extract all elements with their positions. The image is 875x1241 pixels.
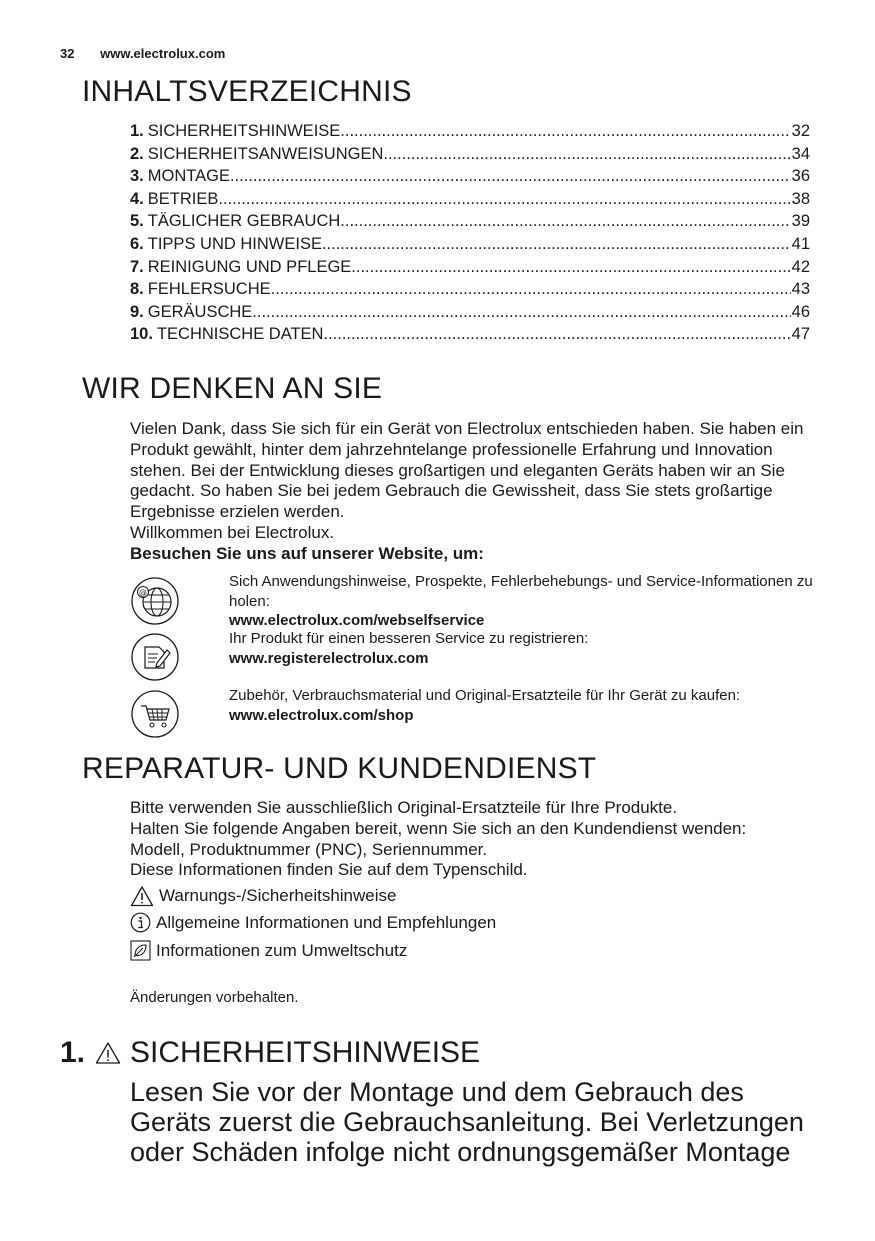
section-title: SICHERHEITSHINWEISE [130,1036,481,1069]
toc-entry[interactable] [130,122,810,145]
toc-number: 5. [130,212,144,231]
toc-number: 7. [130,257,144,276]
toc-entry[interactable] [130,325,810,348]
warning-icon [95,1041,121,1065]
section-number: 1. [60,1036,86,1069]
safety-intro: Lesen Sie vor der Montage und dem Gebrauch des Geräts zuerst die Gebrauchsanleitung. Bei Verletzungen oder Schäden infolge nicht ordnungsgemäßer Montage [130,1077,804,1167]
toc-entry[interactable] [130,190,810,213]
leaf-icon [130,940,151,961]
toc-leader [252,303,790,322]
toc-number: 9. [130,302,144,321]
toc-page: 42 [791,257,810,276]
web-item-text [229,686,819,725]
info-icon [130,912,151,933]
toc-leader [230,167,791,186]
thinking-title: WIR DENKEN AN SIE [82,372,383,405]
welcome-text: Willkommen bei Electrolux. [130,522,335,542]
page-number: 32 [60,46,75,61]
toc-label: TIPPS UND HINWEISE [147,234,322,253]
toc-label: TÄGLICHER GEBRAUCH [147,212,341,231]
toc-leader [340,212,790,231]
toc-number: 8. [130,280,144,299]
toc-label: MONTAGE [147,167,230,186]
thinking-text: Vielen Dank, dass Sie sich für ein Gerät von Electrolux entschieden haben. Sie haben ein Produkt gewählt, hinter dem jahrzehntelange professionelle Erfahrung und Innovation stehen. Bei der Entwicklung dieses großartigen und eleganten Geräts haben wir an Sie gedacht. So haben Sie bei jedem Gebrauch die Gewissheit, dass Sie stets großartige Ergebnisse erzielen werden. [130,419,804,522]
cart-icon [130,689,180,739]
symbol-label: Informationen zum Umweltschutz [156,940,408,960]
toc-number: 2. [130,144,144,163]
toc-number: 3. [130,167,144,186]
toc-entry[interactable] [130,235,810,258]
service-line: Diese Informationen finden Sie auf dem Typenschild. [130,860,528,880]
toc-page: 47 [791,325,810,344]
web-item-text [229,629,819,668]
register-icon [130,632,180,682]
toc-entry[interactable] [130,167,810,190]
toc-title: INHALTSVERZEICHNIS [82,75,412,108]
web-item-url[interactable]: www.electrolux.com/shop [229,706,414,724]
symbol-legend-environment [130,940,407,961]
symbol-legend-info [130,912,496,933]
change-note: Änderungen vorbehalten. [130,989,299,1006]
toc-number: 4. [130,189,144,208]
toc-label: TECHNISCHE DATEN [156,325,324,344]
toc-leader [271,280,791,299]
symbol-label: Allgemeine Informationen und Empfehlungen [156,912,497,932]
globe-icon [130,576,180,626]
web-item-description: Ihr Produkt für einen besseren Service zu registrieren: [229,630,589,647]
toc-page: 34 [791,144,810,163]
toc-leader [351,258,790,277]
toc-page: 32 [791,122,810,140]
website-link[interactable]: www.electrolux.com [100,46,226,61]
toc-page: 43 [791,280,810,299]
symbol-label: Warnungs-/Sicherheitshinweise [159,886,397,905]
web-item-text [229,572,819,631]
toc-page: 46 [791,302,810,321]
toc-number: 1. [130,122,144,140]
toc-entry[interactable] [130,280,810,303]
toc-leader [383,145,790,164]
toc-entry[interactable] [130,145,810,168]
thinking-body [130,419,820,565]
toc-page: 36 [791,167,810,186]
toc-leader [218,190,790,209]
toc-entry[interactable] [130,212,810,235]
service-title: REPARATUR- UND KUNDENDIENST [82,752,597,785]
web-item-url[interactable]: www.electrolux.com/webselfservice [229,612,485,629]
toc-label: BETRIEB [147,189,219,208]
page-header [60,46,225,61]
toc-page: 39 [791,212,810,231]
table-of-contents [130,122,810,348]
visit-heading: Besuchen Sie uns auf unserer Website, um: [130,543,484,563]
toc-label: SICHERHEITSHINWEISE [147,122,341,140]
web-item-description: Sich Anwendungshinweise, Prospekte, Fehlerbehebungs- und Service-Informationen zu holen: [229,573,813,610]
service-line: Bitte verwenden Sie ausschließlich Original-Ersatzteile für Ihre Produkte. [130,798,678,817]
warning-icon [130,885,154,907]
toc-leader [323,325,790,344]
toc-leader [340,122,790,141]
toc-number: 6. [130,234,144,253]
web-item-url[interactable]: www.registerelectrolux.com [229,649,429,667]
svg-text:@: @ [139,588,147,597]
toc-leader [322,235,791,254]
toc-number: 10. [130,325,153,344]
toc-page: 38 [791,189,810,208]
toc-label: REINIGUNG UND PFLEGE [147,257,352,276]
toc-entry[interactable] [130,303,810,326]
toc-entry[interactable] [130,258,810,281]
toc-label: SICHERHEITSANWEISUNGEN [147,144,384,163]
toc-label: GERÄUSCHE [147,302,253,321]
safety-heading [60,1036,480,1070]
symbol-legend-warning [130,885,396,907]
service-line: Halten Sie folgende Angaben bereit, wenn Sie sich an den Kundendienst wenden: Modell, Produktnummer (PNC), Seriennummer. [130,818,747,859]
service-body [130,798,770,881]
toc-page: 41 [791,234,810,253]
toc-label: FEHLERSUCHE [147,280,271,299]
web-item-description: Zubehör, Verbrauchsmaterial und Original-Ersatzteile für Ihr Gerät zu kaufen: [229,687,741,704]
